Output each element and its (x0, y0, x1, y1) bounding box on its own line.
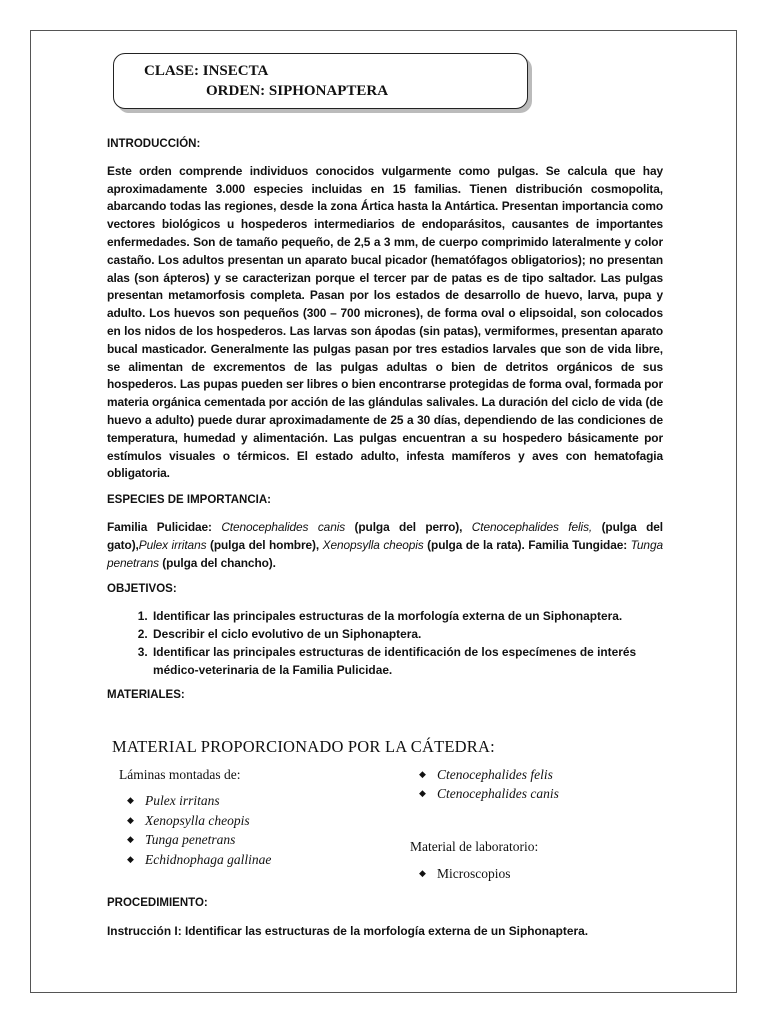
slides-list-right (419, 767, 559, 805)
intro-heading: INTRODUCCIÓN: (107, 138, 201, 150)
diamond-bullet-icon: ◆ (419, 868, 426, 878)
species-heading: ESPECIES DE IMPORTANCIA: (107, 494, 271, 507)
list-item: ◆ Tunga penetrans (127, 832, 236, 847)
lab-material-list (419, 866, 511, 882)
diamond-bullet-icon: ◆ (127, 795, 134, 805)
species-common: (pulga del perro), (354, 519, 463, 534)
diamond-bullet-icon: ◆ (419, 769, 426, 779)
species-common: (pulga del hombre), (209, 537, 320, 552)
objectives-list (107, 608, 663, 679)
species-common: (pulga de la rata). Familia Tungidae: (427, 537, 628, 552)
slides-list-left (127, 793, 271, 871)
intro-paragraph: Este orden comprende individuos conocidos vulgarmente como pulgas. Se calcula que hay aproximadamente 3.000 especies incluidas en 15 familias. Tienen distribución cosmopolita, abarcando todas las regiones, desde la zona Ártica hasta la Antártica. Presentan importancia como vectores biológicos u hospederos intermediarios de endoparásitos, causantes de importantes enfermedades. Son de tamaño pequeño, de 2,5 a 3 mm, de cuerpo comprimido lateralmente y color castaño. Los adultos presentan un aparato bucal picador (hematófagos obligatorios); no presentan alas (son ápteros) y se caracterizan porque el tercer par de patas es de tipo saltador. Las pulgas presentan metamorfosis completa. Pasan por los estados de desarrollo de huevo, larva, pupa y adulto. Los huevos son pequeños (300 – 700 micrones), de forma oval o elipsoidal, son colocados en los nidos de los hospederos. Las larvas son ápodas (sin patas), vermiformes, presentan aparato bucal masticador. Generalmente las pulgas pasan por tres estadios larvales que son de vida libre, se alimentan de excrementos de las pulgas adultas o bien de detritos orgánicos de sus hospederos. Las pupas pueden ser libres o bien encontrarse protegidas de forma oval, formada por materia orgánica cementada por acción de las glándulas salivales. La duración del ciclo de vida (de huevo a adulto) puede durar aproximadamente de 25 a 30 días, dependiendo de las condiciones de temperatura, humedad y alimentación. Las pulgas encuentran a su hospedero básicamente por estímulos visuales o térmicos. El estado adulto, infesta mamíferos y aves con hematofagia obligatoria. (107, 163, 663, 481)
species-paragraph (107, 519, 663, 572)
materials-title: MATERIAL PROPORCIONADO POR LA CÁTEDRA: (112, 737, 495, 756)
lab-material-label: Material de laboratorio: (410, 839, 539, 854)
instruction-text: Instrucción I: Identificar las estructuras de la morfología externa de un Siphonaptera. (107, 923, 589, 938)
procedure-section (107, 895, 663, 941)
objective-item: 1. Identificar las principales estructuras de la morfología externa de un Siphonaptera. (151, 608, 663, 626)
species-name: Pulex irritans (138, 537, 207, 552)
diamond-bullet-icon: ◆ (127, 853, 134, 864)
list-item: ◆ Ctenocephalides felis (419, 767, 553, 782)
list-item: ◆ Pulex irritans (127, 793, 220, 808)
materials-block (107, 733, 667, 893)
species-name: Tunga penetrans (107, 537, 663, 570)
title-box (113, 53, 528, 109)
species-name: Ctenocephalides felis, (471, 519, 593, 534)
order-title: ORDEN: SIPHONAPTERA (206, 83, 389, 99)
list-item: ◆ Microscopios (419, 866, 511, 881)
slides-label: Láminas montadas de: (119, 767, 241, 782)
objectives-heading: OBJETIVOS: (107, 583, 177, 596)
diamond-bullet-icon: ◆ (127, 814, 134, 825)
list-item: ◆ Xenopsylla cheopis (127, 812, 250, 828)
diamond-bullet-icon: ◆ (419, 788, 426, 798)
species-name: Ctenocephalides canis (221, 519, 346, 534)
objective-item: 2. Describir el ciclo evolutivo de un Siphonaptera. (151, 626, 663, 644)
procedure-heading: PROCEDIMIENTO: (107, 897, 208, 909)
list-item: ◆ Echidnophaga gallinae (127, 851, 272, 867)
objective-item: 3. Identificar las principales estructuras de identificación de los especímenes de interés médico-veterinaria de la Familia Pulicidae. (151, 644, 663, 680)
family-pulicidae-label: Familia Pulicidae: (107, 519, 212, 534)
species-common: (pulga del gato), (107, 519, 663, 552)
main-content (107, 136, 663, 714)
materials-heading: MATERIALES: (107, 689, 185, 702)
species-common: (pulga del chancho). (162, 555, 276, 570)
diamond-bullet-icon: ◆ (127, 834, 134, 844)
species-name: Xenopsylla cheopis (322, 537, 424, 552)
list-item: ◆ Ctenocephalides canis (419, 786, 559, 801)
class-title: CLASE: INSECTA (144, 63, 269, 79)
